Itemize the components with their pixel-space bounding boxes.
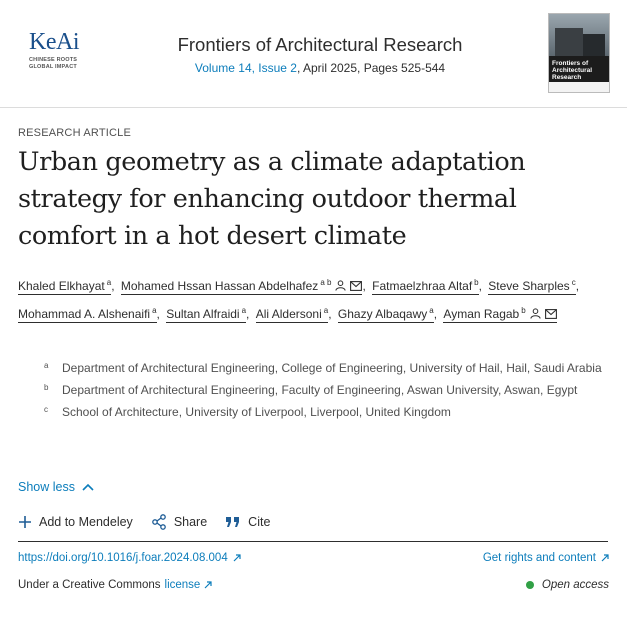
author-link[interactable] [121, 279, 363, 295]
date-pages: , April 2025, Pages 525-544 [296, 61, 446, 75]
journal-title[interactable]: Frontiers of Architectural Research [177, 34, 463, 55]
mail-icon[interactable] [545, 304, 557, 327]
cover-title: Frontiers of Architectural Research [549, 56, 609, 82]
affiliation-item [44, 402, 614, 423]
author-link[interactable] [488, 279, 575, 295]
license-info [18, 579, 212, 591]
author-link[interactable] [256, 307, 329, 323]
author-name: Steve Sharples $^c$ [488, 278, 576, 293]
author-name: Ghazy Albaqawy $^a$ [337, 306, 434, 321]
affiliation-sup: a [241, 306, 247, 315]
author-link[interactable] [18, 307, 157, 323]
license-link[interactable]: license [164, 579, 201, 591]
affiliation-sup: b [474, 278, 479, 287]
journal-issue-info [130, 61, 510, 75]
journal-cover-image[interactable] [548, 13, 610, 93]
affiliation-sup: a [323, 306, 329, 315]
cite-label: Cite [248, 515, 271, 529]
author-name: Ali Aldersoni $^a$ [255, 306, 329, 321]
divider [18, 541, 608, 542]
external-link-icon [204, 581, 212, 589]
author-link[interactable] [372, 279, 479, 295]
share-icon [151, 514, 167, 530]
author-link[interactable] [338, 307, 434, 323]
affiliation-sup: a [429, 306, 434, 315]
affiliation-item [44, 358, 614, 379]
article-title: Urban geometry as a climate adaptation strategy for enhancing outdoor thermal comfort in a hot desert climate [18, 147, 526, 251]
author-list: Khaled Elkhayat $^a$, Mohamed Hssan Hassan Abdelhafez $^{a b}$ , Fatmaelzhraa Altaf $^b$, Steve Sharples $^c$, Mohammad A. Alshenaifi $^a$, Sultan Alfraidi $^a$, Ali Aldersoni $^a$, Ghazy Albaqawy $^a$, Ayman Ragab $^b$ [18, 271, 618, 327]
mendeley-label: Add to Mendeley [39, 515, 133, 529]
journal-header [0, 0, 627, 108]
rights-link[interactable]: Get rights and content [483, 552, 609, 564]
show-less-label: Show less [18, 480, 75, 494]
external-link-icon [601, 554, 609, 562]
affiliation-letter: a [44, 361, 49, 370]
affiliation-sup: b [521, 306, 526, 315]
keai-logo[interactable] [29, 30, 89, 71]
affiliation-sup: c [571, 278, 576, 287]
open-access-dot-icon [526, 581, 534, 589]
affiliation-sup: a [152, 306, 157, 315]
add-to-mendeley-button[interactable] [18, 515, 133, 529]
author-name: Mohammad A. Alshenaifi $^a$ [18, 306, 157, 321]
logo-tagline: CHINESE ROOTS GLOBAL IMPACT [29, 57, 78, 70]
mail-icon[interactable] [350, 276, 362, 299]
show-less-button[interactable] [18, 480, 94, 494]
affiliation-text: Department of Architectural Engineering, College of Engineering, University of Hail, Hail, Saudi Arabia [62, 361, 602, 375]
logo-wordmark: KeAi [29, 29, 79, 55]
affiliation-item [44, 380, 614, 401]
author-name: Ayman Ragab $^b$ [443, 307, 556, 323]
article-actions [18, 514, 288, 530]
affiliation-list [44, 358, 614, 424]
author-link[interactable] [166, 307, 246, 323]
person-icon[interactable] [335, 276, 346, 299]
article-type: RESEARCH ARTICLE [18, 127, 132, 139]
license-prefix: Under a Creative Commons [18, 579, 161, 591]
affiliation-sup: a b [320, 278, 332, 287]
affiliation-text: Department of Architectural Engineering, Faculty of Engineering, Aswan University, Aswan, Egypt [62, 383, 578, 397]
author-link[interactable] [443, 307, 556, 323]
affiliation-letter: c [44, 405, 48, 414]
plus-icon [18, 515, 32, 529]
author-link[interactable] [18, 279, 111, 295]
volume-issue-link[interactable]: Volume 14, Issue 2 [194, 61, 297, 75]
author-name: Fatmaelzhraa Altaf $^b$ [372, 278, 479, 293]
share-button[interactable] [151, 514, 207, 530]
affiliation-text: School of Architecture, University of Liverpool, Liverpool, United Kingdom [62, 405, 451, 419]
author-name: Mohamed Hssan Hassan Abdelhafez $^{a b}$ [121, 279, 363, 295]
chevron-up-icon [82, 483, 94, 491]
author-name: Khaled Elkhayat $^a$ [18, 278, 112, 293]
open-access-badge [526, 579, 609, 591]
person-icon[interactable] [530, 304, 541, 327]
cite-button[interactable] [225, 515, 270, 529]
quote-icon [225, 515, 241, 529]
journal-info [130, 34, 510, 75]
affiliation-sup: a [106, 278, 112, 287]
doi-link[interactable]: https://doi.org/10.1016/j.foar.2024.08.004 [18, 552, 241, 564]
affiliation-letter: b [44, 383, 49, 392]
external-link-icon [233, 554, 241, 562]
share-label: Share [173, 515, 208, 529]
open-access-label: Open access [541, 579, 609, 591]
author-name: Sultan Alfraidi $^a$ [166, 306, 247, 321]
